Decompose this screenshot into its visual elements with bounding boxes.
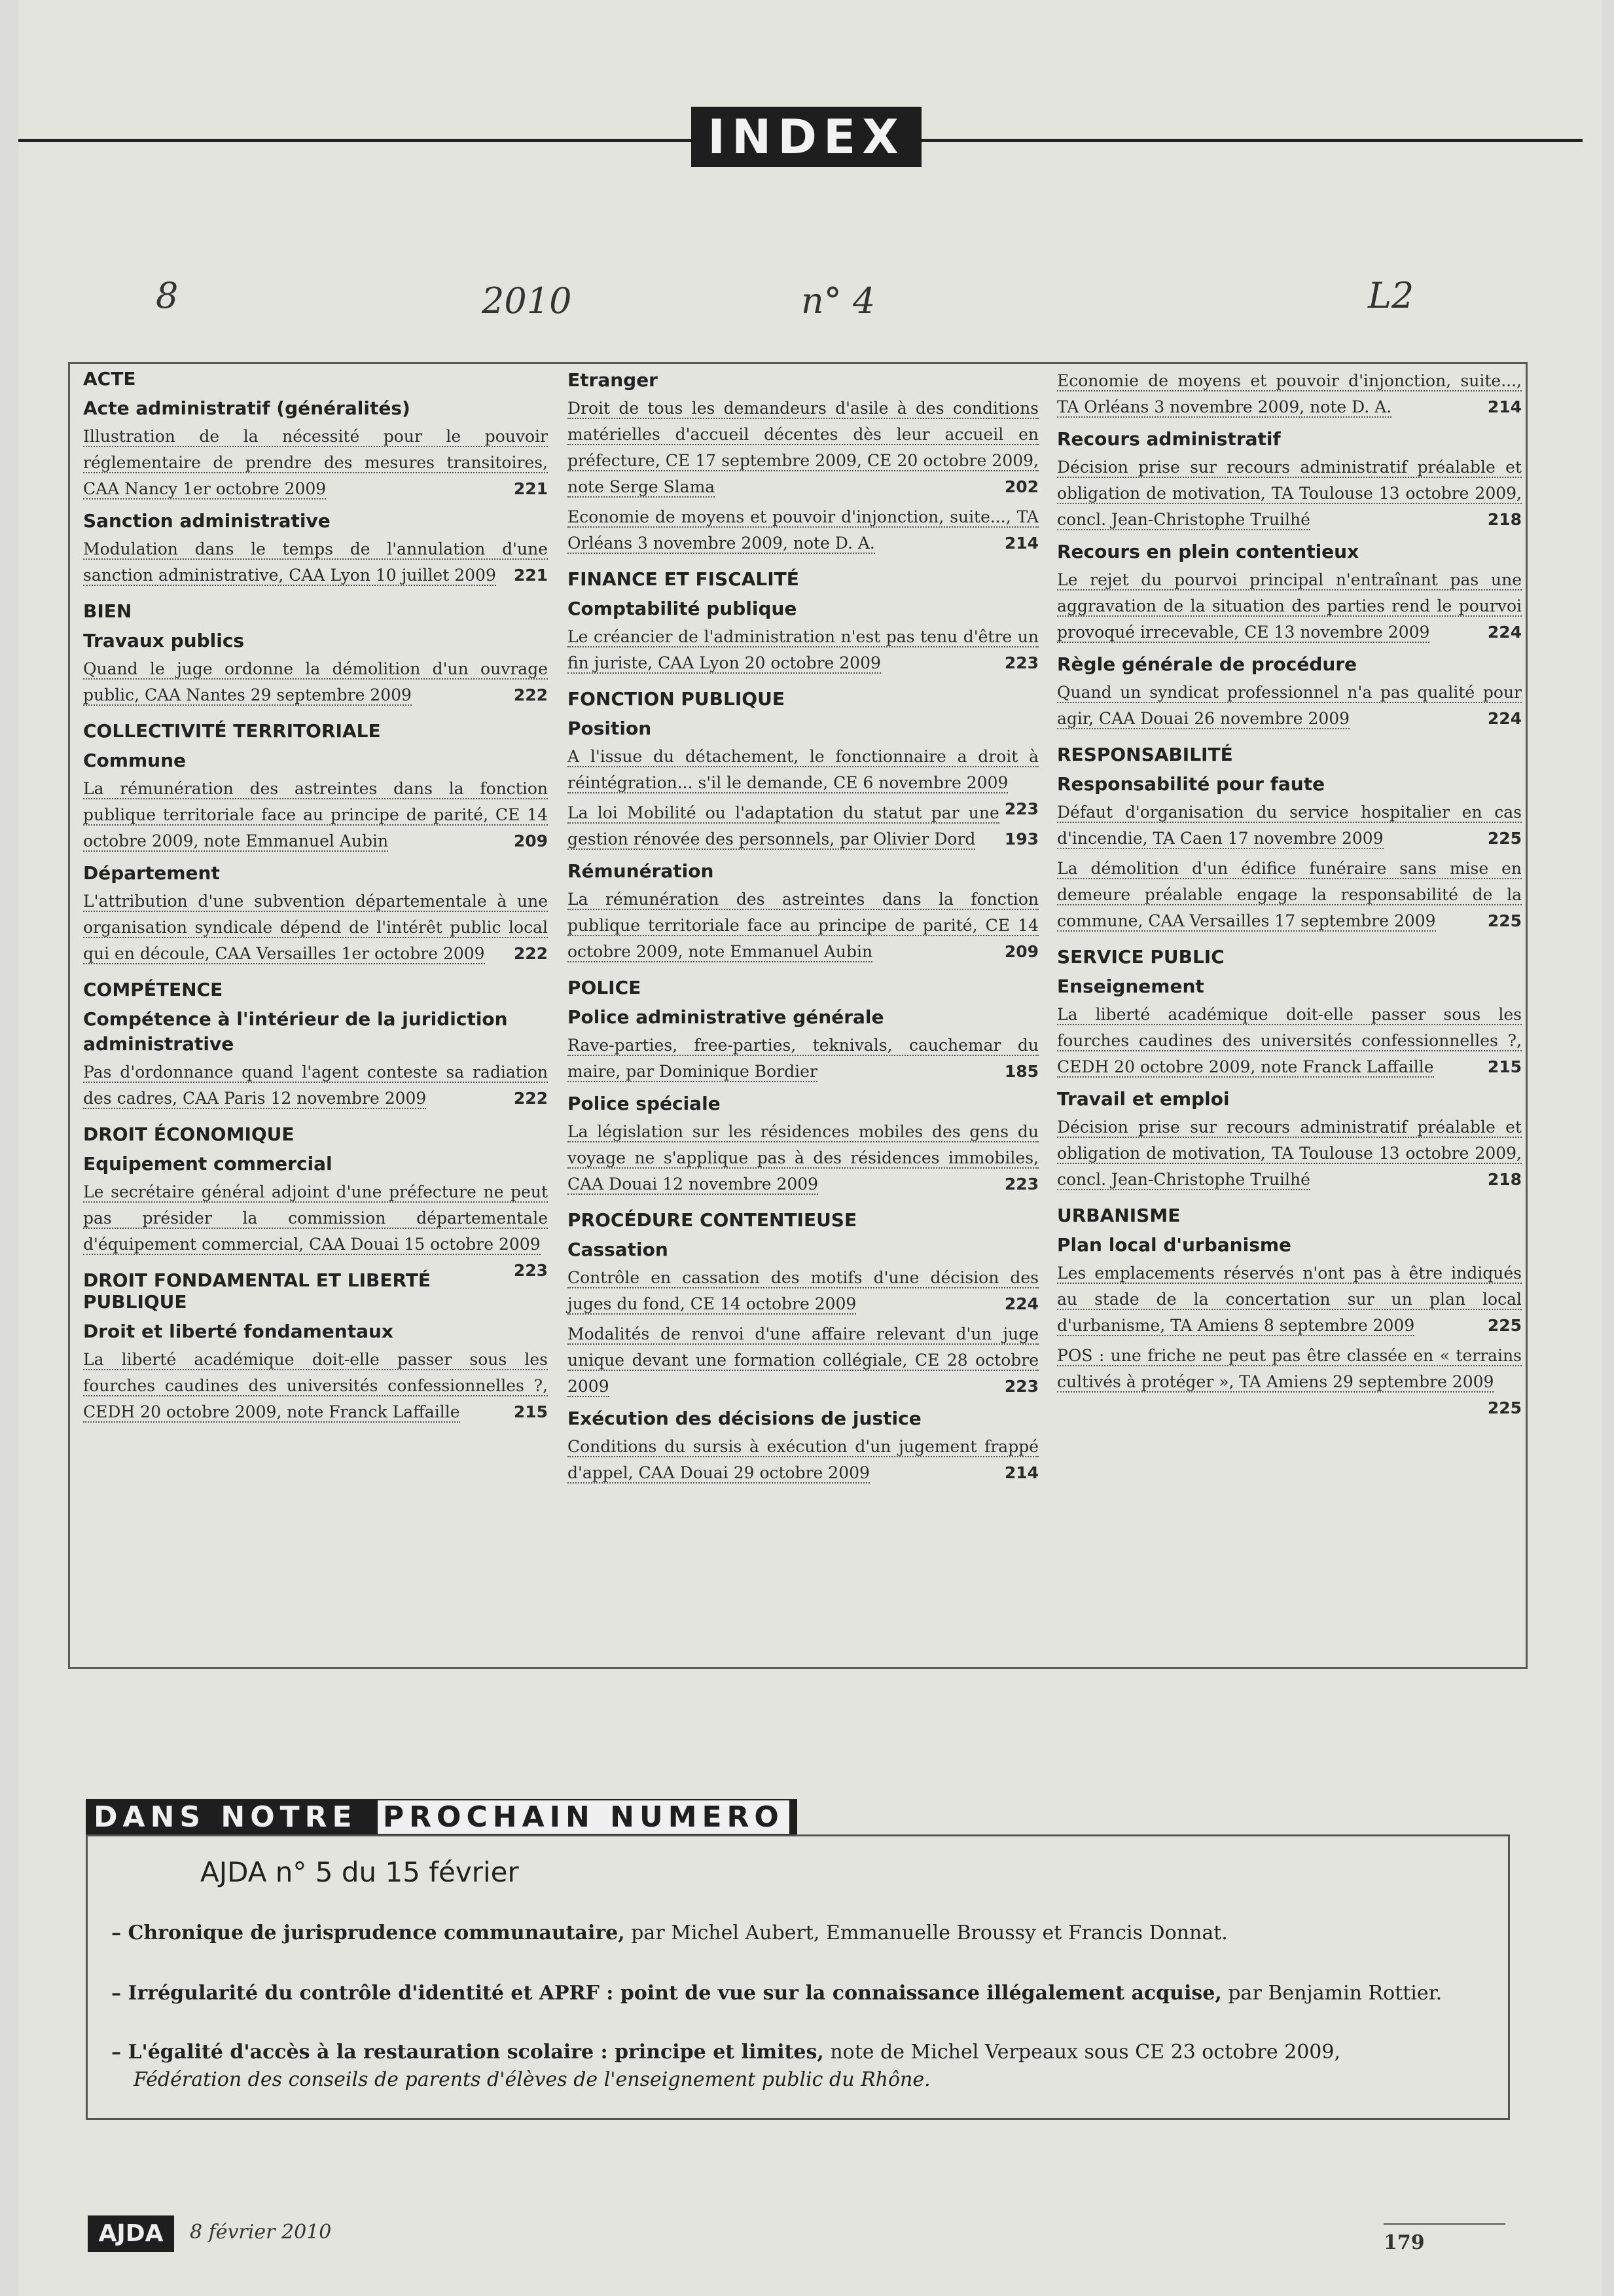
index-column-2 <box>567 368 1039 1490</box>
index-entry-text: La législation sur les résidences mobiles des gens du voyage ne s'applique pas à des résidences immobiles, CAA Douai 12 novembre 2009 <box>567 1122 1039 1194</box>
index-subheading: Règle générale de procédure <box>1057 653 1357 675</box>
next-issue-item-1-title: – Chronique de jurisprudence communautaire, <box>111 1922 625 1944</box>
index-entry-text: La rémunération des astreintes dans la fonction publique territoriale face au principe de parité, CE 14 octobre 2009, note Emmanuel Aubin <box>567 890 1039 961</box>
index-entry-page: 225 <box>1487 829 1522 848</box>
next-issue-item-3-line2: Fédération des conseils de parents d'élèves de l'enseignement public du Rhône. <box>134 2068 931 2091</box>
index-subheading: Recours administratif <box>1057 428 1281 450</box>
index-entry-page: 218 <box>1487 510 1522 529</box>
index-subheading: Recours en plein contentieux <box>1057 541 1359 562</box>
index-entry-page: 225 <box>1487 911 1522 930</box>
index-subheading: Sanction administrative <box>83 510 331 532</box>
index-entry <box>83 1059 548 1112</box>
index-entry <box>1057 454 1522 533</box>
index-section-heading: URBANISME <box>1057 1205 1181 1226</box>
index-entry-page: 224 <box>1004 1294 1039 1313</box>
index-entry-text: Conditions du sursis à exécution d'un jugement frappé d'appel, CAA Douai 29 octobre 2009 <box>567 1437 1039 1482</box>
index-entry-text: La loi Mobilité ou l'adaptation du statut par une gestion rénovée des personnels, par Olivier Dord <box>567 803 999 848</box>
index-subheading: Equipement commercial <box>83 1153 332 1175</box>
index-entry <box>83 536 548 589</box>
index-entry-text: Droit de tous les demandeurs d'asile à des conditions matérielles d'accueil décentes dès leur accueil en préfecture, CE 17 septembre 2009, CE 20 octobre 2009, note Serge Slama <box>567 399 1039 496</box>
index-entry <box>567 800 1039 852</box>
index-entry-text: Contrôle en cassation des motifs d'une décision des juges du fond, CE 14 octobre 2009 <box>567 1268 1039 1313</box>
index-subheading: Plan local d'urbanisme <box>1057 1234 1292 1256</box>
index-subheading: Droit et liberté fondamentaux <box>83 1321 393 1342</box>
index-section-heading: COMPÉTENCE <box>83 979 223 1000</box>
index-subheading: Acte administratif (généralités) <box>83 397 410 419</box>
index-section-heading: COLLECTIVITÉ TERRITORIALE <box>83 720 381 742</box>
index-column-3 <box>1057 368 1522 1421</box>
index-entry <box>83 656 548 708</box>
index-subheading: Travail et emploi <box>1057 1088 1230 1110</box>
index-section-heading: POLICE <box>567 977 641 998</box>
index-entry-text: La liberté académique doit-elle passer sous les fourches caudines des universités confessionnelles ?, CEDH 20 octobre 2009, note Franck Laffaille <box>83 1350 548 1421</box>
index-entry-page: 223 <box>1004 653 1039 672</box>
next-issue-item-3-author: note de Michel Verpeaux sous CE 23 octobre 2009, <box>823 2041 1341 2064</box>
index-section-heading: DROIT FONDAMENTAL ET LIBERTÉ PUBLIQUE <box>83 1269 431 1313</box>
footer-rule <box>1384 2223 1505 2225</box>
index-entry-text: L'attribution d'une subvention départementale à une organisation syndicale dépend de l'intérêt public local qui en découle, CAA Versailles 1er octobre 2009 <box>83 892 548 963</box>
index-entry-text: Quand un syndicat professionnel n'a pas qualité pour agir, CAA Douai 26 novembre 2009 <box>1057 683 1522 728</box>
index-entry-page: 215 <box>513 1402 548 1421</box>
index-entry-page: 185 <box>1004 1062 1039 1081</box>
index-entry-page: 223 <box>1004 1377 1039 1396</box>
next-issue-item-2 <box>111 1982 1442 2005</box>
index-subheading: Département <box>83 862 220 884</box>
index-entry-page: 224 <box>1487 623 1522 642</box>
index-entry-page: 223 <box>513 1261 548 1280</box>
index-entry <box>567 744 1039 818</box>
next-issue-box <box>86 1834 1510 2120</box>
index-entry-text: POS : une friche ne peut pas être classée en « terrains cultivés à protéger », TA Amiens 29 septembre 2009 <box>1057 1346 1522 1391</box>
index-entry <box>1057 368 1522 420</box>
index-column-1 <box>83 368 548 1429</box>
index-entry-text: Modulation dans le temps de l'annulation d'une sanction administrative, CAA Lyon 10 juillet 2009 <box>83 539 548 585</box>
index-entry-page: 218 <box>1487 1170 1522 1189</box>
next-issue-item-2-author: par Benjamin Rottier. <box>1221 1982 1443 2005</box>
index-section-heading: FINANCE ET FISCALITÉ <box>567 568 799 590</box>
index-section-heading: RESPONSABILITÉ <box>1057 744 1233 765</box>
index-entry <box>83 776 548 854</box>
index-entry <box>1057 1002 1522 1080</box>
index-entry <box>567 886 1039 965</box>
index-subheading: Comptabilité publique <box>567 598 797 619</box>
index-entry-page: 209 <box>513 831 548 850</box>
index-entry-text: Modalités de renvoi d'une affaire relevant d'un juge unique devant une formation collégiale, CE 28 octobre 2009 <box>567 1324 1039 1396</box>
page-number: 179 <box>1384 2231 1425 2254</box>
handwritten-note-1: 8 <box>156 275 179 316</box>
index-entry-text: Les emplacements réservés n'ont pas à être indiqués au stade de la concertation sur un plan local d'urbanisme, TA Amiens 8 septembre 2009 <box>1057 1264 1522 1335</box>
index-entry <box>1057 1343 1522 1417</box>
next-issue-item-1-author: par Michel Aubert, Emmanuelle Broussy et Francis Donnat. <box>624 1922 1228 1944</box>
handwritten-note-2: 2010 <box>482 280 572 321</box>
index-entry-text: Le créancier de l'administration n'est pas tenu d'être un fin juriste, CAA Lyon 20 octobre 2009 <box>567 627 1039 672</box>
index-section-heading: DROIT ÉCONOMIQUE <box>83 1123 295 1145</box>
next-issue-heading <box>86 1799 797 1836</box>
handwritten-note-4: L2 <box>1368 275 1414 316</box>
next-issue-item-2-title: – Irrégularité du contrôle d'identité et APRF : point de vue sur la connaissance illégalement acquise, <box>111 1982 1222 2005</box>
index-entry-page: 225 <box>1487 1398 1522 1417</box>
index-section-heading: PROCÉDURE CONTENTIEUSE <box>567 1209 857 1231</box>
index-entry-text: Rave-parties, free-parties, teknivals, cauchemar du maire, par Dominique Bordier <box>567 1036 1039 1081</box>
index-entry-page: 222 <box>513 685 548 704</box>
next-issue-item-1 <box>111 1922 1228 1944</box>
index-entry-text: La liberté académique doit-elle passer sous les fourches caudines des universités confessionnelles ?, CEDH 20 octobre 2009, note Franck Laffaille <box>1057 1005 1522 1076</box>
index-entry-text: La démolition d'un édifice funéraire sans mise en demeure préalable engage la responsabilité de la commune, CAA Versailles 17 septembre 2009 <box>1057 859 1522 930</box>
index-entry-page: 222 <box>513 944 548 963</box>
index-subheading: Compétence à l'intérieur de la juridiction administrative <box>83 1008 508 1055</box>
index-entry <box>83 1347 548 1425</box>
index-entry <box>1057 567 1522 646</box>
index-entry <box>567 1321 1039 1400</box>
index-entry-text: Illustration de la nécessité pour le pouvoir réglementaire de prendre des mesures transitoires, CAA Nancy 1er octobre 2009 <box>83 427 548 498</box>
index-entry <box>83 1179 548 1280</box>
index-subheading: Enseignement <box>1057 975 1204 997</box>
index-entry-text: Décision prise sur recours administratif préalable et obligation de motivation, TA Toulouse 13 octobre 2009, concl. Jean-Christophe Truilhé <box>1057 458 1522 529</box>
index-entry-text: Décision prise sur recours administratif préalable et obligation de motivation, TA Toulouse 13 octobre 2009, concl. Jean-Christophe Truilhé <box>1057 1118 1522 1189</box>
index-frame <box>68 362 1528 1669</box>
index-entry-text: Défaut d'organisation du service hospitalier en cas d'incendie, TA Caen 17 novembre 2009 <box>1057 803 1522 848</box>
index-entry <box>1057 680 1522 732</box>
index-entry <box>1057 799 1522 852</box>
index-entry <box>567 395 1039 500</box>
index-subheading: Responsabilité pour faute <box>1057 773 1325 795</box>
index-entry-text: Le secrétaire général adjoint d'une préfecture ne peut pas présider la commission départementale d'équipement commercial, CAA Douai 15 octobre 2009 <box>83 1182 548 1254</box>
index-entry <box>83 424 548 502</box>
index-title: INDEX <box>691 107 922 167</box>
next-issue-number: AJDA n° 5 du 15 février <box>200 1856 519 1888</box>
index-section-heading: FONCTION PUBLIQUE <box>567 688 785 710</box>
next-issue-item-3 <box>111 2041 1340 2064</box>
index-entry-page: 225 <box>1487 1316 1522 1335</box>
index-entry <box>1057 856 1522 934</box>
index-entry-text: Quand le juge ordonne la démolition d'un ouvrage public, CAA Nantes 29 septembre 2009 <box>83 659 548 704</box>
index-entry <box>567 1032 1039 1085</box>
index-entry-text: Pas d'ordonnance quand l'agent conteste sa radiation des cadres, CAA Paris 12 novembre 2009 <box>83 1063 548 1108</box>
index-entry-page: 215 <box>1487 1057 1522 1076</box>
index-subheading: Travaux publics <box>83 630 245 651</box>
index-subheading: Cassation <box>567 1239 668 1260</box>
index-entry <box>83 888 548 967</box>
index-entry-page: 193 <box>1004 829 1039 848</box>
index-entry-text: Economie de moyens et pouvoir d'injonction, suite..., TA Orléans 3 novembre 2009, note D. A. <box>567 507 1039 553</box>
index-section-heading: BIEN <box>83 600 132 622</box>
index-entry-text: A l'issue du détachement, le fonctionnaire a droit à réintégration... s'il le demande, CE 6 novembre 2009 <box>567 747 1039 792</box>
index-subheading: Etranger <box>567 369 658 391</box>
ajda-logo: AJDA <box>88 2215 174 2252</box>
index-entry <box>1057 1260 1522 1339</box>
index-subheading: Police spéciale <box>567 1093 721 1114</box>
next-issue-item-3-title: – L'égalité d'accès à la restauration scolaire : principe et limites, <box>111 2041 824 2064</box>
index-entry-page: 214 <box>1487 397 1522 416</box>
index-subheading: Rémunération <box>567 860 714 882</box>
index-entry <box>567 1119 1039 1197</box>
index-entry <box>567 1434 1039 1486</box>
index-entry-page: 222 <box>513 1089 548 1108</box>
index-entry <box>567 504 1039 556</box>
index-subheading: Exécution des décisions de justice <box>567 1408 922 1429</box>
index-entry-page: 221 <box>513 566 548 585</box>
next-issue-heading-b: PROCHAIN NUMERO <box>378 1800 789 1834</box>
index-entry <box>567 1265 1039 1317</box>
index-entry <box>567 624 1039 676</box>
index-section-heading: SERVICE PUBLIC <box>1057 946 1225 968</box>
index-entry-text: Economie de moyens et pouvoir d'injonction, suite..., TA Orléans 3 novembre 2009, note D. A. <box>1057 371 1522 416</box>
index-entry-page: 224 <box>1487 709 1522 728</box>
index-entry-page: 221 <box>513 479 548 498</box>
index-entry-text: Le rejet du pourvoi principal n'entraînant pas une aggravation de la situation des parties rend le pourvoi provoqué irrecevable, CE 13 novembre 2009 <box>1057 570 1522 642</box>
index-subheading: Police administrative générale <box>567 1006 884 1028</box>
index-entry-page: 202 <box>1004 477 1039 496</box>
index-entry-text: La rémunération des astreintes dans la fonction publique territoriale face au principe de parité, CE 14 octobre 2009, note Emmanuel Aubin <box>83 779 548 850</box>
index-entry-page: 214 <box>1004 534 1039 553</box>
index-subheading: Position <box>567 718 652 739</box>
index-subheading: Commune <box>83 750 186 771</box>
footer-date: 8 février 2010 <box>190 2221 332 2244</box>
next-issue-heading-a: DANS NOTRE <box>94 1800 357 1834</box>
handwritten-note-3: n° 4 <box>801 280 876 321</box>
index-section-heading: ACTE <box>83 368 136 390</box>
page <box>18 0 1602 2296</box>
index-entry-page: 223 <box>1004 799 1039 818</box>
index-entry <box>1057 1114 1522 1193</box>
index-entry-page: 214 <box>1004 1463 1039 1482</box>
index-entry-page: 209 <box>1004 942 1039 961</box>
index-entry-page: 223 <box>1004 1175 1039 1194</box>
